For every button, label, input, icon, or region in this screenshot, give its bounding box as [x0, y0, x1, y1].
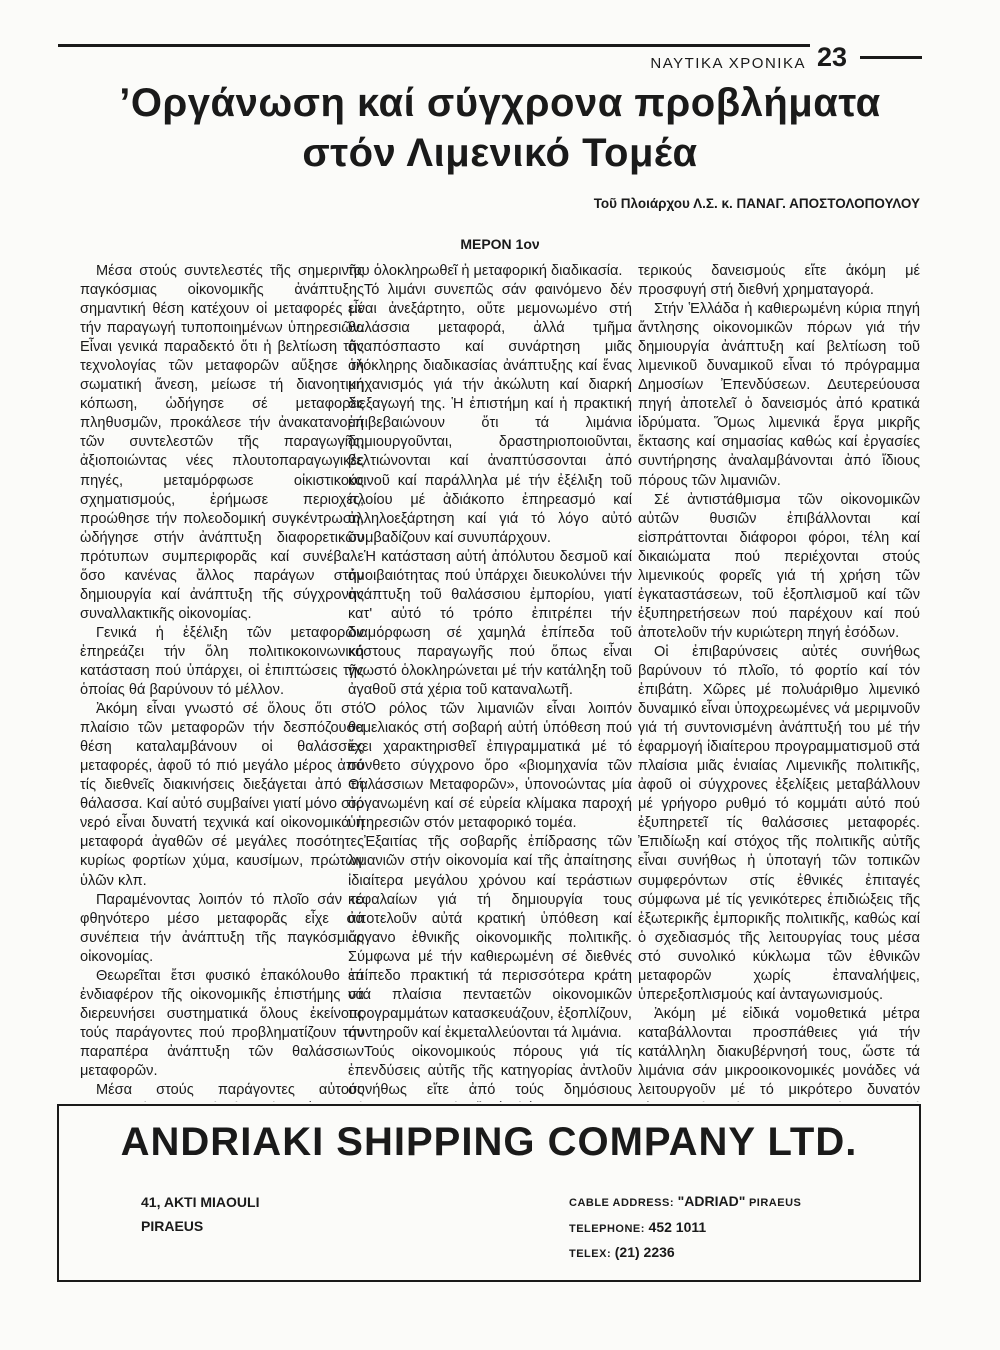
advert-telex-label: TELEX: — [569, 1248, 612, 1260]
text-column-1 — [80, 262, 364, 1102]
header-rule-right — [860, 56, 922, 59]
article-title-line-1: ’Οργάνωση καί σύγχρονα προβλήματα — [119, 81, 881, 125]
advert-cable-city: PIRAEUS — [748, 1197, 802, 1209]
advert-cable-value: "ADRIAD" — [677, 1193, 746, 1209]
paragraph: Γενικά ἡ ἐξέλιξη τῶν μεταφορῶν ἐπηρεάζει τήν ὅλη πολιτικοκοινωνική κατάσταση πού ὑπάρχει, οἱ ἐπιπτώσεις τῆς ὁποίας θά βαρύνουν τό μέλλον. — [80, 624, 364, 699]
advertisement-box — [57, 1104, 921, 1282]
paragraph: Μέσα στούς παράγοντες αὐτούς — [96, 1082, 364, 1099]
paragraph: Σέ ἀντιστάθμισμα τῶν οἰκονομικῶν αὐτῶν θυσιῶν ἐπιβάλλονται καί εἰσπράττονται διάφοροι φόροι, τέλη καί δικαιώματα πού περιέχονται στούς λιμενικούς φορεῖς γιά τή χρήση τῶν ἐγκαταστάσεων, τοῦ ἐξοπλισμοῦ καί τῶν ἐξυπηρετήσεων πού παρέχουν καί πού ἀποτελοῦν τήν κυριώτερη πηγή ἐσόδων. — [638, 491, 920, 641]
paragraph: Ἡ κατάσταση αὐτή ἀπόλυτου δεσμοῦ καί ἀμοιβαιότητας πού ὑπάρχει διευκολύνει τήν ἀνάπτυξη τοῦ θαλάσσιου ἐμπορίου, γιατί κατ' αὐτό τό τρόπο ἐπιτρέπει τήν διαμόρφωση σέ χαμηλά ἐπίπεδα τοῦ κόστους παραγωγῆς πού ὅπως εἶναι γνωστό ὁλοκληρώνεται μέ τήν κατάληξη τοῦ ἀγαθοῦ στά χέρια τοῦ καταναλωτῆ. — [348, 548, 632, 699]
advert-cable-label: CABLE ADDRESS: — [569, 1197, 674, 1209]
advert-telephone-row — [569, 1216, 801, 1242]
paragraph: Στήν Ἑλλάδα ἡ καθιερωμένη κύρια πηγή ἄντλησης οἰκονομικῶν πόρων γιά τήν δημιουργία ἀνάπτυξη καί βελτίωση τοῦ λιμενικοῦ δυναμικοῦ εἶναι τό πρόγραμμα Δημοσίων Ἐπενδύσεων. Δευτερεύουσα πηγή ἀποτελεῖ ὁ δανεισμός ἀπό κρατικά ἱδρύματα. Ὅμως λιμενικά ἔργα μικρῆς ἔκτασης καί σημασίας καθώς καί ἐργασίες συντήρησης ἀναλαμβάνονται ἀπό ἴδιους πόρους τῶν λιμανιῶν. — [638, 301, 920, 489]
advert-telephone-value: 452 1011 — [648, 1218, 707, 1235]
advert-company-name: ANDRIAKI SHIPPING COMPANY LTD. — [120, 1120, 858, 1164]
magazine-name: ΝΑΥΤΙΚΑ ΧΡΟΝΙΚΑ — [650, 55, 806, 72]
paragraph: Ὁ ρόλος τῶν λιμανιῶν εἶναι λοιπόν θεμελιακός στή σοβαρή αὐτή ὑπόθεση πού ἔχει χαρακτηρισθεῖ ἐπιγραμματικά μέ τό σύνθετο σύγχρονο ὅρο «βιομηχανία τῶν Θαλάσσιων Μεταφορῶν», ὑπονοώντας μία ὀργανωμένη καί σέ εὐρεία κλίμακα παροχή ὑπηρεσιῶν στόν μεταφορικό τομέα. — [348, 701, 632, 832]
article-title-line-2: στόν Λιμενικό Τομέα — [302, 131, 698, 175]
paragraph: Οἱ ἐπιβαρύνσεις αὐτές συνήθως βαρύνουν τό πλοῖο, τό φορτίο καί τόν ἐπιβάτη. Χῶρες μέ πολυάριθμο λιμενικό δυναμικό εἶναι ὑποχρεωμένες νά μεριμνοῦν γιά τή συντονισμένη ἀνάπτυξή του μέ τήν ἐφαρμογή ἰδιαίτερου προγραμματισμοῦ στά πλαίσια μιᾶς ἑνιαίας Λιμενικῆς πολιτικῆς, ἀφοῦ οἱ σύγχρονες ἐξελίξεις μεταβάλλουν μέ γρήγορο ρυθμό τό κομμάτι αὐτό πού ἐξυπηρετεῖ τίς θαλάσσιες μεταφορές. Ἐπιδίωξη καί στόχος τῆς πολιτικῆς αὐτῆς εἶναι συνήθως ἡ ὑποταγή τῶν τοπικῶν συμφερόντων στίς ἐθνικές ἐπιταγές σύμφωνα μέ τίς γενικότερες ἐπιδιώξεις τῆς ἐξωτερικῆς ἐμπορικῆς πολιτικῆς, καθώς καί ὁ σχεδιασμός τῆς λειτουργίας τους μέσα στό συνολικό κύκλωμα τῶν ἐθνικῶν μεταφορῶν χωρίς ἐπαναλήψεις, ὑπερεξοπλισμούς καί ἀνταγωνισμούς. — [638, 643, 920, 1003]
paragraph: Μέσα στούς συντελεστές τῆς σημερινῆς παγκόσμιας οἰκονομικῆς ἀνάπτυξης σημαντική θέση κατέχουν οἱ μεταφορές μέ τήν παραγωγή τυποποιημένων ὑπηρεσιῶν. Εἶναι γενικά παραδεκτό ὅτι ἡ βελτίωση τῆς τεχνολογίας τῶν μεταφορῶν αὔξησε τή σωματική ἄνεση, μείωσε τή διανοητική κόπωση, ὡδήγησε σέ μεταφορές πληθυσμῶν, προκάλεσε τήν ἀνακατανομή τῶν συντελεστῶν τῆς παραγωγῆς, ἀξιοποιώντας νέες πλουτοπαραγωγικές πηγές, μεταμόρφωσε οἰκιστικούς σχηματισμούς, ἐρήμωσε περιοχές, προώθησε τήν πολεοδομική συγκέντρωση, ὡδήγησε στήν ἀνάπτυξη διαφορετικῶν πρότυπων συμπεριφορᾶς καί συνέβαλε ὅσο κανένας ἄλλος παράγων στήν δημιουργία καί ἀνάπτυξη τῆς σύγχρονης συναλλακτικῆς οἰκονομίας. — [80, 263, 364, 622]
advert-address — [141, 1190, 260, 1238]
paragraph: Ἐξαιτίας τῆς σοβαρῆς ἐπίδρασης τῶν λιμανιῶν στήν οἰκονομία καί τῆς ἀπαίτησης ἰδιαίτερα μεγάλου χρόνου καί τεράστιων κεφαλαίων γιά τή δημιουργία τους ἀποτελοῦν αὐτά κρατική ὑπόθεση καί ὄργανο ἐθνικῆς οἰκονομικῆς πολιτικῆς. Σύμφωνα μέ τήν καθιερωμένη σέ διεθνές ἐπίπεδο πρακτική τά περισσότερα κράτη στά πλαίσια πενταετῶν οἰκονομικῶν προγραμμάτων κατασκευάζουν, ἐξοπλίζουν, συντηροῦν καί ἐκμεταλλεύονται τά λιμάνια. — [348, 834, 632, 1041]
advert-contact — [569, 1190, 801, 1267]
article-byline: Τοῦ Πλοιάρχου Λ.Σ. κ. ΠΑΝΑΓ. ΑΠΟΣΤΟΛΟΠΟΥΛΟΥ — [593, 196, 920, 211]
advert-address-line-1: 41, AKTI MIAOULI — [141, 1194, 260, 1210]
page-number: 23 — [816, 42, 848, 72]
article-part: ΜΕΡΟΝ 1ον — [460, 236, 540, 252]
text-column-2 — [348, 262, 632, 1102]
advert-telephone-label: TELEPHONE: — [569, 1222, 645, 1235]
header-rule-left — [58, 44, 810, 47]
paragraph: Ἀκόμη μέ εἰδικά νομοθετικά μέτρα καταβάλλονται προσπάθειες γιά τήν κατάλληλη διακυβέρνησή τους, ὥστε τά λιμάνια σάν μικροοικονομικές μονάδες νά λειτουργοῦν μέ τό μικρότερο δυνατόν — [638, 1005, 920, 1099]
article-title — [60, 78, 940, 178]
advert-telex-row — [569, 1241, 801, 1267]
paragraph: Τούς οἰκονομικούς πόρους γιά τίς ἐπενδύσεις αὐτῆς τῆς κατηγορίας ἀντλοῦν συνήθως εἴτε ἀπό τούς δημόσιους — [348, 1043, 632, 1099]
paragraph: του ὁλοκληρωθεῖ ἡ μεταφορική διαδικασία. — [348, 263, 623, 279]
advert-cable-row — [569, 1190, 801, 1216]
text-column-3 — [638, 262, 920, 1102]
paragraph: τερικούς δανεισμούς εἴτε ἀκόμη μέ προσφυγή στή διεθνή χρηματαγορά. — [638, 263, 920, 299]
paragraph: Ἀκόμη εἶναι γνωστό σέ ὅλους ὅτι στό πλαίσιο τῶν μεταφορῶν τήν δεσπόζουσα θέση καταλαμβάνουν οἱ θαλάσσιες μεταφορές, ἀφοῦ τό πιό μεγάλο μέρος ἀπό τίς διεθνεῖς διακινήσεις διεξάγεται ἀπό τή θάλασσα. Καί αὐτό συμβαίνει γιατί μόνο στό νερό εἶναι δυνατή τεχνικά καί οἰκονομικά ἡ μεταφορά ἀγαθῶν σέ μεγάλες ποσότητες κυρίως φορτίων χύμα, καυσίμων, πρώτων ὑλῶν κλπ. — [80, 701, 364, 889]
advert-address-line-2: PIRAEUS — [141, 1218, 204, 1234]
paragraph: Θεωρεῖται ἔτσι φυσικό ἐπακόλουθο τό ἐνδιαφέρον τῆς οἰκονομικῆς ἐπιστήμης νά διερευνήσει συστηματικά ὅλους ἐκείνους τούς παράγοντες πού προβληματίζουν τήν παραπέρα ἀνάπτυξη τῶν θαλάσσιων μεταφορῶν. — [80, 967, 364, 1079]
advert-telex-value: (21) 2236 — [614, 1244, 675, 1260]
paragraph: Τό λιμάνι συνεπῶς σάν φαινόμενο δέν εἶναι ἀνεξάρτητο, οὔτε μεμονωμένο στή θαλάσσια μεταφορά, ἀλλά τμῆμα ἀναπόσπαστο καί συνάρτηση μιᾶς ὁλόκληρης διαδικασίας ἀνάπτυξης καί ἕνας μηχανισμός γιά τήν ἀκώλυτη καί διαρκή διεξαγωγή της. Ἡ ἐπιστήμη καί ἡ πρακτική ἐπιβεβαιώνουν ὅτι τά λιμάνια δημιουργοῦνται, δραστηριοποιοῦνται, βελτιώνονται καί ἀναπτύσσονται ἀπό κοινοῦ καί παράλληλα μέ τήν ἐξέλιξη τοῦ πλοίου μέ ἀδιάκοπο ἐπηρεασμό καί ἀλληλοεξάρτηση καί γιά τό λόγο αὐτό συμβαδίζουν καί συνυπάρχουν. — [348, 282, 632, 546]
paragraph: Παραμένοντας λοιπόν τό πλοῖο σάν τό φθηνότερο μέσο μεταφορᾶς εἶχε σά συνέπεια τήν ἀνάπτυξη τῆς παγκόσμιας οἰκονομίας. — [80, 891, 364, 965]
